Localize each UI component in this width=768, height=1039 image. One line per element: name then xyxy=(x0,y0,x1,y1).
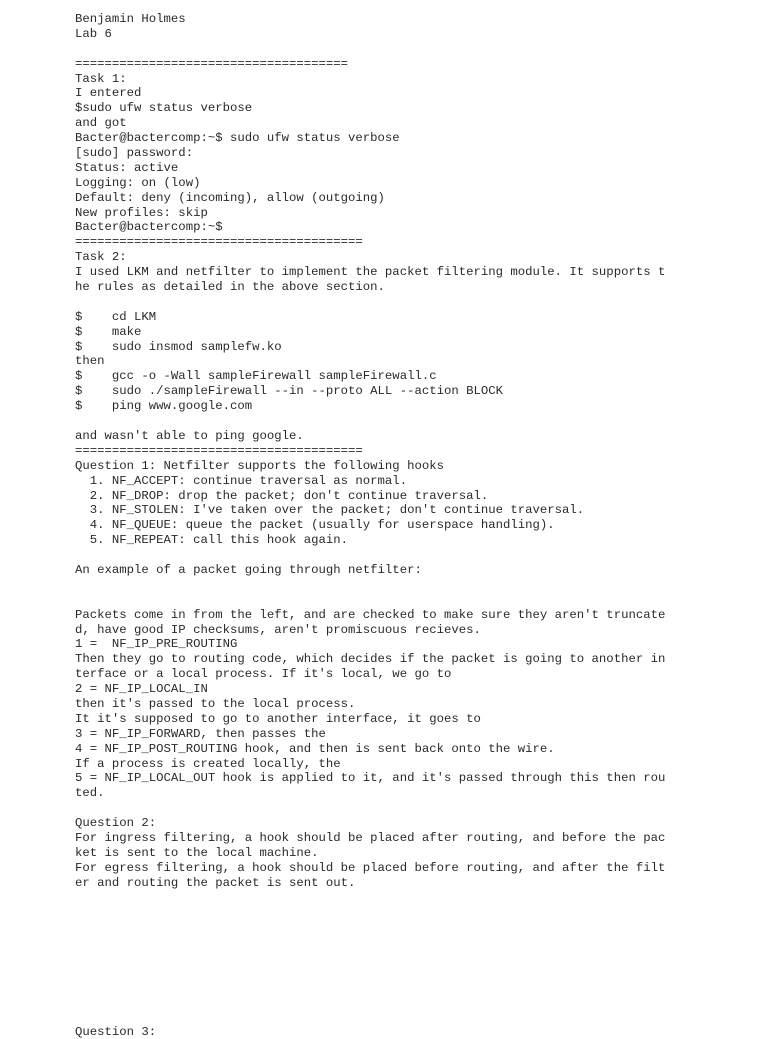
text-line: terface or a local process. If it's local, we go to xyxy=(75,667,452,682)
text-line: 5. NF_REPEAT: call this hook again. xyxy=(75,533,349,548)
text-line: Question 2: xyxy=(75,816,157,831)
text-line: Default: deny (incoming), allow (outgoing) xyxy=(75,190,385,205)
text-line: 5 = NF_IP_LOCAL_OUT hook is applied to it, and it's passed through this then rou xyxy=(75,771,666,786)
text-line xyxy=(75,548,755,563)
text-line: 2. NF_DROP: drop the packet; don't continue traversal. xyxy=(75,488,489,503)
text-line: $ sudo ./sampleFirewall --in --proto ALL --action BLOCK xyxy=(75,384,504,399)
text-line: For egress filtering, a hook should be placed before routing, and after the filt xyxy=(75,860,666,875)
text-line: and got xyxy=(75,116,127,131)
text-line: Logging: on (low) xyxy=(75,175,201,190)
text-line: Question 1: Netfilter supports the following hooks xyxy=(75,458,444,473)
text-line: For ingress filtering, a hook should be placed after routing, and before the pac xyxy=(75,830,666,845)
text-line: then it's passed to the local process. xyxy=(75,696,356,711)
text-line: Task 2: xyxy=(75,250,127,265)
text-line: 1 = NF_IP_PRE_ROUTING xyxy=(75,637,238,652)
text-line: $ make xyxy=(75,324,142,339)
text-line xyxy=(75,995,755,1010)
text-line xyxy=(75,965,755,980)
text-line: Benjamin Holmes xyxy=(75,12,186,26)
text-line: I entered xyxy=(75,86,142,101)
text-line: 3 = NF_IP_FORWARD, then passes the xyxy=(75,726,326,741)
text-line: ===================================== xyxy=(75,56,349,71)
text-line: d, have good IP checksums, aren't promiscuous recieves. xyxy=(75,622,481,637)
text-line: Status: active xyxy=(75,160,179,175)
text-line: [sudo] password: xyxy=(75,146,194,161)
text-line xyxy=(75,1010,755,1025)
text-line: Question 3: xyxy=(75,1024,157,1039)
text-line: I used LKM and netfilter to implement the packet filtering module. It supports t xyxy=(75,265,666,280)
text-line: Bacter@bactercomp:~$ xyxy=(75,220,223,235)
text-line xyxy=(75,295,755,310)
text-line xyxy=(75,578,755,593)
text-line xyxy=(75,935,755,950)
text-line: 3. NF_STOLEN: I've taken over the packet; don't continue traversal. xyxy=(75,503,585,518)
text-line xyxy=(75,950,755,965)
text-line: 4 = NF_IP_POST_ROUTING hook, and then is sent back onto the wire. xyxy=(75,741,555,756)
text-line: ket is sent to the local machine. xyxy=(75,845,319,860)
text-line: $ gcc -o -Wall sampleFirewall sampleFirewall.c xyxy=(75,369,437,384)
text-line xyxy=(75,905,755,920)
text-line xyxy=(75,414,755,429)
text-line: er and routing the packet is sent out. xyxy=(75,875,356,890)
text-line: 1. NF_ACCEPT: continue traversal as normal. xyxy=(75,473,408,488)
text-line: and wasn't able to ping google. xyxy=(75,428,304,443)
text-line: Bacter@bactercomp:~$ sudo ufw status verbose xyxy=(75,131,400,146)
text-line: $ ping www.google.com xyxy=(75,399,253,414)
text-line: $sudo ufw status verbose xyxy=(75,101,253,116)
text-line: An example of a packet going through netfilter: xyxy=(75,562,422,577)
text-line xyxy=(75,920,755,935)
text-line: It it's supposed to go to another interface, it goes to xyxy=(75,711,481,726)
text-line: ted. xyxy=(75,786,105,801)
text-line: Lab 6 xyxy=(75,26,112,41)
text-line: If a process is created locally, the xyxy=(75,756,341,771)
text-line: Task 1: xyxy=(75,71,127,86)
text-line: $ sudo insmod samplefw.ko xyxy=(75,339,282,354)
text-line xyxy=(75,42,755,57)
text-line xyxy=(75,980,755,995)
text-line: then xyxy=(75,354,105,369)
text-line: New profiles: skip xyxy=(75,205,208,220)
text-line: ======================================= xyxy=(75,235,363,250)
text-line: Then they go to routing code, which decides if the packet is going to another in xyxy=(75,652,666,667)
text-line: he rules as detailed in the above section. xyxy=(75,280,385,295)
text-line xyxy=(75,593,755,608)
text-line xyxy=(75,801,755,816)
text-line xyxy=(75,891,755,906)
text-line: ======================================= xyxy=(75,443,363,458)
text-line: 4. NF_QUEUE: queue the packet (usually for userspace handling). xyxy=(75,518,555,533)
text-line: Packets come in from the left, and are checked to make sure they aren't truncate xyxy=(75,607,666,622)
document-body xyxy=(75,12,755,1039)
text-line: $ cd LKM xyxy=(75,309,157,324)
text-line: 2 = NF_IP_LOCAL_IN xyxy=(75,682,208,697)
